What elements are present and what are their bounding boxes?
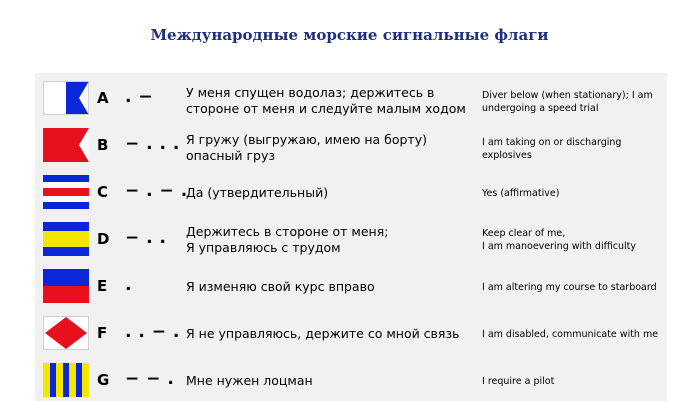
- flag-row-a: [35, 73, 667, 119]
- flag-letter: B: [97, 136, 109, 154]
- morse-code: .: [125, 275, 132, 295]
- flag-row-f: [35, 308, 667, 354]
- meaning-ru: Держитесь в стороне от меня; Я управляюсь с трудом: [186, 224, 389, 255]
- flag-row-b: [35, 120, 667, 166]
- flag-e-icon: [43, 269, 89, 303]
- meaning-en: I am altering my course to starboard: [482, 282, 657, 293]
- flag-f-icon: [43, 316, 89, 350]
- flag-c-icon: [43, 175, 89, 209]
- meaning-en: Diver below (when stationary); I am undergoing a speed trial: [482, 90, 653, 114]
- flag-g-icon: [43, 363, 89, 397]
- flag-d-icon: [43, 222, 89, 256]
- meaning-en: Keep clear of me, I am manoevering with difficulty: [482, 228, 637, 252]
- morse-code: . −: [125, 87, 154, 107]
- morse-code: . . − .: [125, 322, 180, 342]
- morse-code: − . . .: [125, 134, 180, 154]
- meaning-ru: Я не управляюсь, держите со мной связь: [186, 326, 460, 341]
- meaning-ru: Да (утвердительный): [186, 185, 329, 200]
- flag-letter: E: [97, 277, 108, 295]
- meaning-en: I am disabled, communicate with me: [482, 329, 659, 340]
- flag-row-d: [35, 214, 667, 260]
- flag-row-c: [35, 167, 667, 213]
- flags-table: [35, 73, 667, 401]
- meaning-en: I am taking on or discharging explosives: [482, 137, 622, 161]
- flag-letter: F: [97, 324, 108, 342]
- flag-row-e: [35, 261, 667, 307]
- meaning-ru: Мне нужен лоцман: [186, 373, 313, 388]
- page-title: Международные морские сигнальные флаги: [150, 26, 549, 44]
- flag-letter: G: [97, 371, 110, 389]
- meaning-ru: Я гружу (выгружаю, имею на борту) опасный груз: [186, 132, 427, 163]
- flag-letter: D: [97, 230, 110, 248]
- meaning-ru: У меня спущен водолаз; держитесь в стороне от меня и следуйте малым ходом: [186, 85, 466, 116]
- flag-b-icon: [43, 128, 89, 162]
- flag-letter: A: [97, 89, 109, 107]
- meaning-en: I require a pilot: [482, 376, 555, 387]
- meaning-en: Yes (affirmative): [482, 188, 560, 199]
- flag-letter: C: [97, 183, 109, 201]
- flag-row-g: [35, 355, 667, 401]
- morse-code: − . .: [125, 228, 167, 248]
- meaning-ru: Я изменяю свой курс вправо: [186, 279, 375, 294]
- morse-code: − . − .: [125, 181, 188, 201]
- morse-code: − − .: [125, 369, 175, 389]
- flag-a-icon: [43, 81, 89, 115]
